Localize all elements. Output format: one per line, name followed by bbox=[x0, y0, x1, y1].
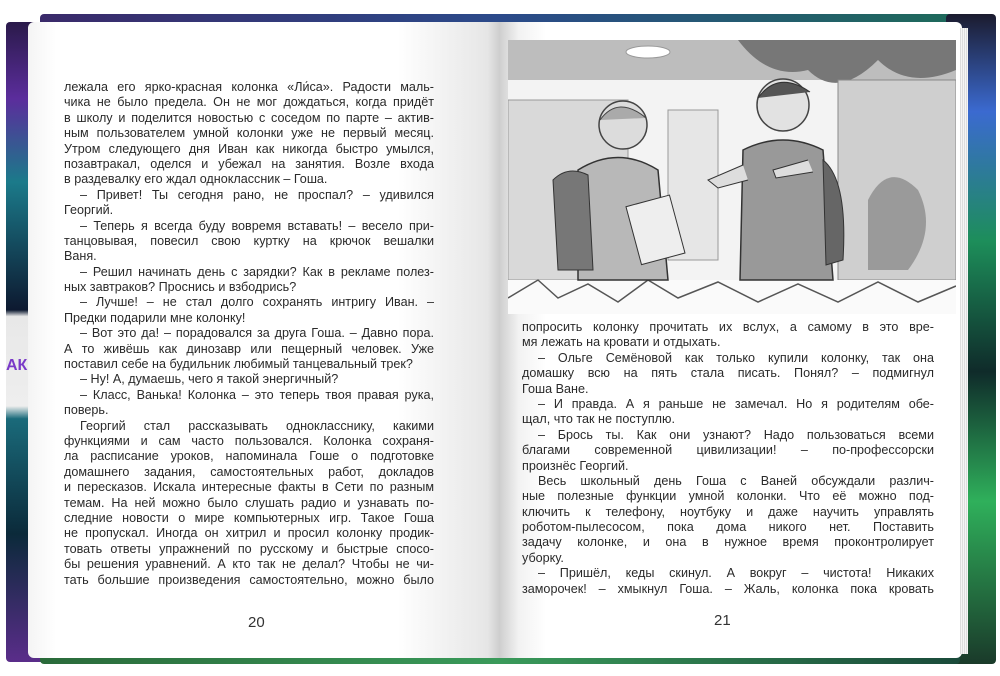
text-line: позавтракал, оделся и убежал на занятия. Возле входа bbox=[64, 156, 434, 171]
text-line: танцовывая, повесил свою куртку на крючок вешалки bbox=[64, 233, 434, 248]
text-line: заморочек! – хмыкнул Гоша. – Жаль, колонка пока кровать bbox=[522, 581, 934, 596]
text-line: – Класс, Ванька! Колонка – это теперь твоя правая рука, bbox=[80, 387, 434, 402]
text-line: роботом-пылесосом, пока дома никого нет. Поставить bbox=[522, 520, 934, 535]
text-line: тать большие произведения самостоятельно, можно было bbox=[64, 572, 434, 587]
text-line: – Ольге Семёновой как только купили колонку, так она bbox=[538, 350, 934, 365]
right-page bbox=[500, 22, 962, 658]
text-line: домашнего задания, самостоятельных работ, докладов bbox=[64, 464, 434, 479]
text-line: не пропускал. Иногда он хитрил и просил колонку продик- bbox=[64, 526, 434, 541]
text-line: попросить колонку прочитать их вслух, а самому в это вре- bbox=[522, 320, 934, 334]
page-number-left: 20 bbox=[248, 614, 265, 631]
paragraph bbox=[522, 320, 934, 351]
paragraph bbox=[64, 388, 434, 419]
paragraph bbox=[64, 419, 434, 588]
text-line: темам. На ней можно было слушать радио и узнавать по- bbox=[64, 495, 434, 510]
text-line: Ваня. bbox=[64, 249, 97, 264]
text-line: – Теперь я всегда буду вовремя вставать! – весело при- bbox=[80, 218, 434, 233]
text-line: лежала его ярко-красная колонка «Ли́са». Радости маль- bbox=[64, 80, 434, 94]
paragraph bbox=[522, 397, 934, 428]
text-line: произнёс Георгий. bbox=[522, 458, 629, 473]
text-line: Весь школьный день Гоша с Ваней обсуждали различ- bbox=[538, 473, 934, 488]
right-page-text bbox=[522, 320, 934, 597]
paragraph bbox=[522, 428, 934, 474]
text-line: ные полезные функции умной колонки. Что её можно под- bbox=[522, 489, 934, 504]
text-line: мя лежать на кровати и отдыхать. bbox=[522, 335, 721, 350]
text-line: щал, что так не поступлю. bbox=[522, 412, 675, 427]
text-line: уборку. bbox=[522, 550, 564, 565]
text-line: в раздевалку его ждал одноклассник – Гоша. bbox=[64, 172, 328, 187]
text-line: чика не было предела. Он не мог дождаться, когда придёт bbox=[64, 95, 434, 110]
text-line: – Пришёл, кеды скинул. А вокруг – чистота! Никаких bbox=[538, 566, 934, 581]
text-line: – Брось ты. Как они узнают? Надо пользоваться всеми bbox=[538, 427, 934, 442]
paragraph bbox=[64, 326, 434, 372]
text-line: А то живёшь как динозавр или пещерный человек. Уже bbox=[64, 341, 434, 356]
text-line: – Лучше! – не стал долго сохранять интригу Иван. – bbox=[80, 295, 434, 310]
paragraph bbox=[522, 474, 934, 566]
text-line: функциями и сам часто пользовался. Колонка сохраня- bbox=[64, 433, 434, 448]
text-line: Предки подарили мне колонку! bbox=[64, 310, 246, 325]
text-line: – Привет! Ты сегодня рано, не проспал? – удивился bbox=[80, 187, 434, 202]
left-page bbox=[28, 22, 502, 658]
paragraph bbox=[64, 219, 434, 265]
paragraph bbox=[522, 351, 934, 397]
text-line: следние новости о мире компьютерных игр. Такое Гоша bbox=[64, 510, 434, 525]
page-number-right: 21 bbox=[714, 612, 731, 629]
page-stack-edge bbox=[960, 28, 968, 654]
text-line: в школу и поделится новостью с соседом по парте – актив- bbox=[64, 110, 434, 125]
text-line: – Решил начинать день с зарядки? Как в рекламе полез- bbox=[80, 264, 434, 279]
text-line: – Вот это да! – порадовался за друга Гоша. – Давно пора. bbox=[80, 326, 434, 341]
text-line: и пересказов. Искала интересные факты в Сети по разным bbox=[64, 480, 434, 495]
text-line: Гоша Ване. bbox=[522, 381, 589, 396]
text-line: поставил себе на будильник любимый танцевальный трек? bbox=[64, 357, 413, 372]
text-line: ла расписание уроков, напоминала Гоше о подготовке bbox=[64, 449, 434, 464]
text-line: – Ну! А, думаешь, чего я такой энергичный? bbox=[80, 372, 339, 387]
text-line: – И правда. А я раньше не замечал. Но я родителям обе- bbox=[538, 396, 934, 411]
left-page-text bbox=[64, 80, 434, 588]
paragraph bbox=[64, 80, 434, 188]
paragraph bbox=[64, 265, 434, 296]
paragraph bbox=[64, 295, 434, 326]
paragraph bbox=[64, 188, 434, 219]
text-line: Георгий стал рассказывать однокласснику, какими bbox=[80, 418, 434, 433]
text-line: бы решения уравнений. А кто так не делал? Чтобы не чи- bbox=[64, 557, 434, 572]
illustration-two-boys bbox=[508, 40, 956, 314]
text-line: благами современной цивилизации! – по-профессорски bbox=[522, 443, 934, 458]
paragraph bbox=[64, 372, 434, 387]
text-line: ключить к телефону, ноутбуку и даже научить управлять bbox=[522, 504, 934, 519]
text-line: поверь. bbox=[64, 403, 109, 418]
text-line: Утром следующего дня Иван как никогда быстро умылся, bbox=[64, 141, 434, 156]
text-line: домашку всю на пять стала писать. Понял? – подмигнул bbox=[522, 366, 934, 381]
text-line: ных завтраков? Проснись и взбодрись? bbox=[64, 280, 297, 295]
text-line: ным пользователем умной колонки уже не первый месяц. bbox=[64, 126, 434, 141]
text-line: товать ответы упражнений по русскому и быстрые спосо- bbox=[64, 541, 434, 556]
text-line: задачу колонке, и она в нужное время проконтролирует bbox=[522, 535, 934, 550]
paragraph bbox=[522, 566, 934, 597]
text-line: Георгий. bbox=[64, 203, 114, 218]
cover-fragment-text: АК bbox=[6, 357, 28, 374]
